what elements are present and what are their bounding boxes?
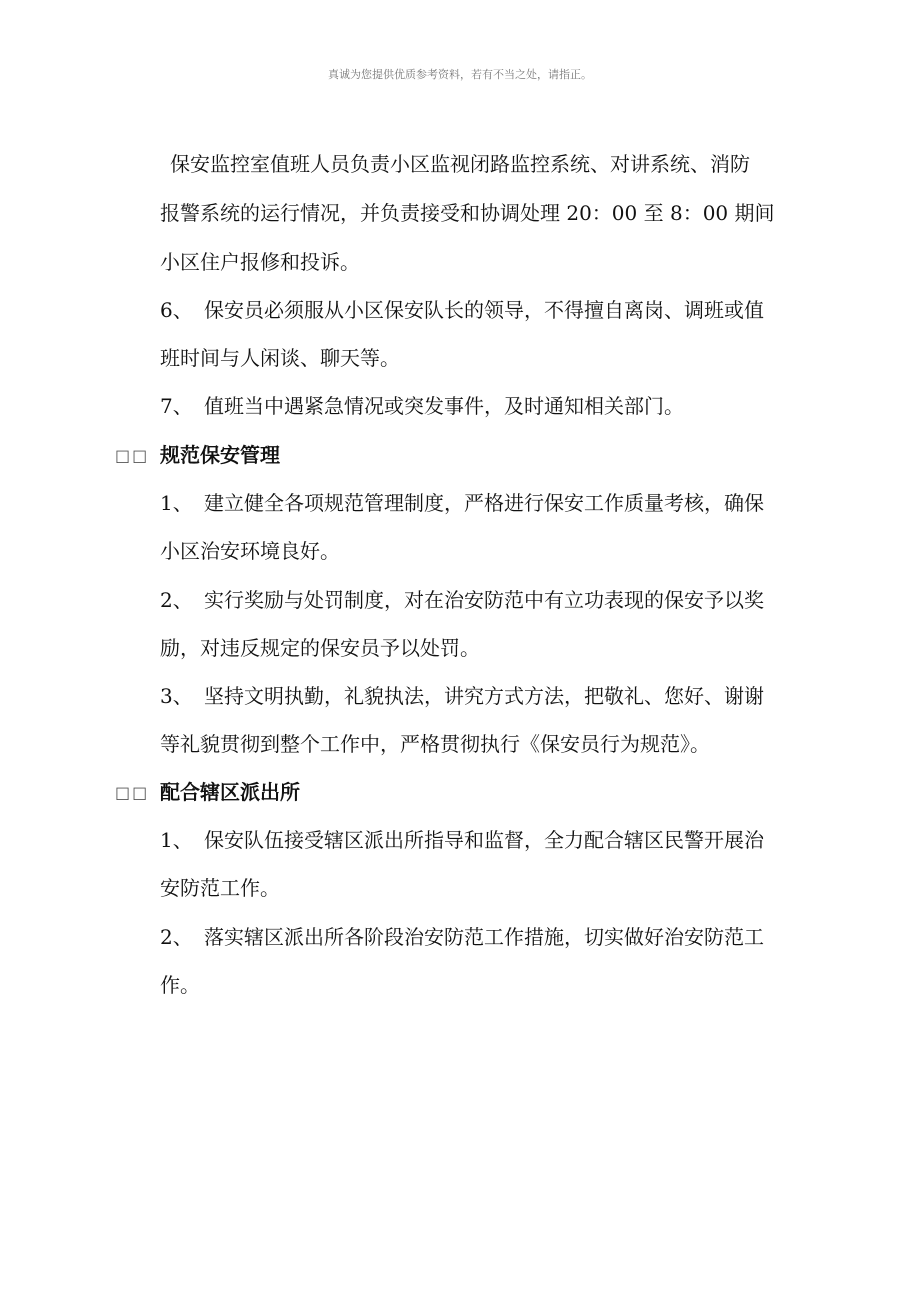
item-text: 保安员必须服从小区保安队长的领导，不得擅自离岗、调班或值 bbox=[204, 298, 764, 322]
section-2-item-2 bbox=[160, 925, 764, 949]
item-text: 保安队伍接受辖区派出所指导和监督，全力配合辖区民警开展治 bbox=[204, 828, 764, 852]
item-number: 1、 bbox=[160, 491, 193, 515]
section-1-item-2 bbox=[160, 588, 764, 612]
item-text: 建立健全各项规范管理制度，严格进行保安工作质量考核，确保 bbox=[204, 491, 764, 515]
item-number: 7、 bbox=[160, 394, 193, 418]
section-2-item-1-cont: 安防范工作。 bbox=[160, 876, 280, 900]
item-text: 实行奖励与处罚制度，对在治安防范中有立功表现的保安予以奖 bbox=[204, 588, 764, 612]
list-item-7 bbox=[160, 394, 684, 418]
section-1-item-3-cont: 等礼貌贯彻到整个工作中，严格贯彻执行《保安员行为规范》。 bbox=[160, 732, 710, 756]
section-2-item-2-cont: 作。 bbox=[160, 973, 200, 997]
list-item-6-cont: 班时间与人闲谈、聊天等。 bbox=[160, 346, 400, 370]
item-text: 落实辖区派出所各阶段治安防范工作措施，切实做好治安防范工 bbox=[204, 925, 764, 949]
intro-line-1: 保安监控室值班人员负责小区监视闭路监控系统、对讲系统、消防 bbox=[170, 152, 750, 176]
item-number: 2、 bbox=[160, 588, 193, 612]
watermark-text: 真诚为您提供优质参考资料，若有不当之处，请指正。 bbox=[328, 68, 592, 81]
section-1-item-3 bbox=[160, 684, 764, 708]
section-1-item-2-cont: 励，对违反规定的保安员予以处罚。 bbox=[160, 636, 480, 660]
intro-line-2: 报警系统的运行情况，并负责接受和协调处理 20：00 至 8：00 期间 bbox=[160, 201, 775, 225]
item-number: 1、 bbox=[160, 828, 193, 852]
item-number: 2、 bbox=[160, 925, 193, 949]
section-1-item-1 bbox=[160, 491, 764, 515]
section-2-item-1 bbox=[160, 828, 764, 852]
section-2-title: 配合辖区派出所 bbox=[160, 780, 300, 804]
list-item-6 bbox=[160, 298, 764, 322]
section-1-item-1-cont: 小区治安环境良好。 bbox=[160, 539, 340, 563]
section-1-title: 规范保安管理 bbox=[160, 443, 280, 467]
intro-line-3: 小区住户报修和投诉。 bbox=[160, 250, 360, 274]
item-text: 值班当中遇紧急情况或突发事件，及时通知相关部门。 bbox=[204, 394, 684, 418]
section-1-bullet: □□ bbox=[115, 446, 150, 465]
item-number: 6、 bbox=[160, 298, 193, 322]
item-number: 3、 bbox=[160, 684, 193, 708]
section-2-bullet: □□ bbox=[115, 783, 150, 802]
item-text: 坚持文明执勤，礼貌执法，讲究方式方法，把敬礼、您好、谢谢 bbox=[204, 684, 764, 708]
